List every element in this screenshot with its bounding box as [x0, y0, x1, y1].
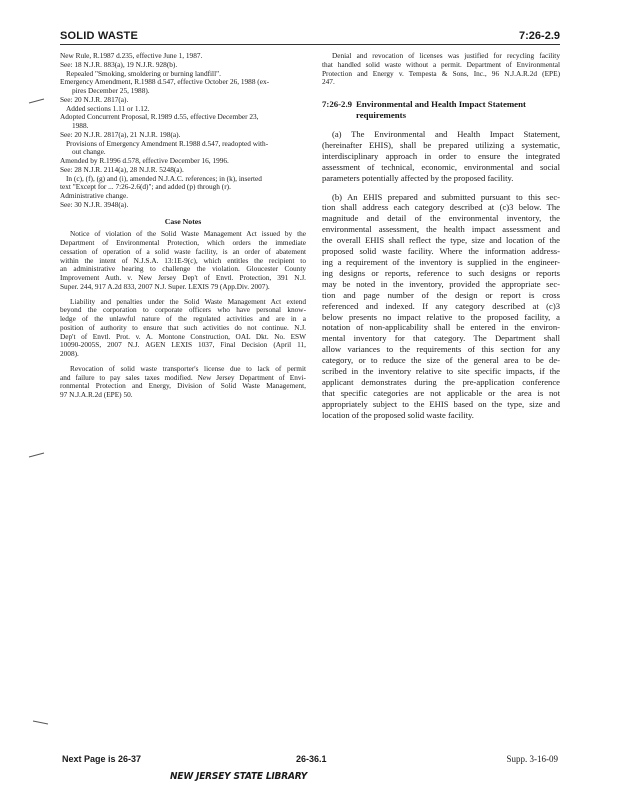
history-line: See: 20 N.J.R. 2817(a).: [60, 94, 129, 104]
section-number: 7:26-2.9: [322, 99, 353, 109]
paragraph-b-line: tion and page number of the design or report is cross: [322, 289, 560, 300]
margin-mark: [28, 98, 46, 104]
case-note-line: an administrative hearing to challenge the violation. Gloucester County: [60, 264, 306, 274]
case-note-line: Liability and penalties under the Solid Waste Management Act extend: [70, 296, 306, 306]
case-note-line: 97 N.J.A.R.2d (EPE) 50.: [60, 390, 133, 399]
history-line: See: 20 N.J.R. 2817(a), 21 N.J.R. 198(a).: [60, 129, 181, 139]
paragraph-b-line: ing a requirement of the inventory is supplied in the engineer-: [322, 256, 560, 267]
history-line: Provisions of Emergency Amendment R.1988 d.547, readopted with-: [66, 138, 269, 148]
running-header-section: 7:26-2.9: [519, 30, 560, 42]
case-note-line: within the intent of N.J.S.A. 13:1E-9(c), which entitles the recipient to: [60, 255, 306, 265]
paragraph-a: [322, 129, 560, 184]
case-notes: [60, 230, 306, 400]
case-notes-heading: Case Notes: [164, 216, 202, 226]
paragraph-b-line: appropriately subject to the EHIS based on the type, size and: [322, 398, 560, 409]
paragraph-b-line: referenced and indexed. If any category described at (c)3: [322, 300, 560, 311]
history-line: See: 30 N.J.R. 3948(a).: [60, 199, 129, 209]
case-note-line: Improvement Auth. v. New Jersey Dep't of Envtl. Protection, 391 N.J.: [60, 273, 306, 282]
case-note-paragraph: [60, 230, 306, 291]
paragraph-a-line: (hereinafter EHIS), shall be prepared utilizing a systematic,: [322, 139, 560, 150]
top-note-line: Denial and revocation of licenses was justified for recycling facility: [332, 51, 560, 60]
paragraph-b-line: tion shall address each category described at (c)3 below. The: [322, 202, 560, 213]
section-heading: [322, 99, 560, 121]
left-column: [60, 52, 306, 400]
paragraph-b-line: ing designs or reports, reference to such designs or reports: [322, 267, 560, 278]
history-line: pires December 25, 1988).: [72, 86, 150, 95]
history-line: 1988.: [72, 121, 89, 130]
margin-mark: [32, 720, 50, 726]
case-note-line: Revocation of solid waste transporter's license due to lack of permit: [70, 363, 306, 373]
top-note-line: 247.: [322, 77, 335, 87]
paragraph-b-line: that specific categories are not applicable or the area is not: [322, 387, 560, 398]
case-note-line: beyond the corporation to corporate officers who have personal know-: [60, 305, 306, 315]
history-line: Added sections 1.11 or 1.12.: [66, 103, 150, 113]
paragraph-a-line: (a) The Environmental and Health Impact Statement,: [332, 129, 560, 139]
history-line: Administrative change.: [60, 191, 129, 200]
case-note-line: 10090-2005S, 2007 N.J. AGEN LEXIS 1037, Final Decision (April 11,: [60, 340, 306, 350]
history-line: text "Except for ... 7:26-2.6(d)"; and added (p) through (r).: [60, 182, 231, 192]
history-line: out change.: [72, 147, 106, 157]
history-line: New Rule, R.1987 d.235, effective June 1, 1987.: [60, 51, 203, 60]
case-note-line: 2008).: [60, 349, 79, 358]
case-note-paragraph: [60, 298, 306, 359]
paragraph-b-line: scribed in the inventory relative to site specific impacts, if the: [322, 366, 560, 377]
case-note-line: Super. 244, 917 A.2d 833, 2007 N.J. Super. LEXIS 79 (App.Div. 2007).: [60, 281, 270, 291]
history-line: In (c), (f), (g) and (i), amended N.J.A.C. references; in (k), inserted: [66, 173, 262, 183]
history-line: See: 28 N.J.R. 2114(a), 28 N.J.R. 5248(a).: [60, 164, 184, 174]
top-case-note: [322, 52, 560, 87]
library-stamp: NEW JERSEY STATE LIBRARY: [170, 771, 308, 782]
case-note-line: Notice of violation of the Solid Waste Management Act issued by the: [70, 229, 306, 239]
history-line: Adopted Concurrent Proposal, R.1989 d.55, effective December 23,: [60, 112, 259, 122]
case-note-line: Department of Environmental Protection, which orders the immediate: [60, 238, 306, 247]
paragraph-b-line: proposed solid waste facility. Where the information address-: [322, 246, 560, 257]
case-note-line: ronmental Protection and Energy, Division of Solid Waste Management,: [60, 381, 306, 391]
paragraph-a-line: interdisciplinary approach in order to ensure the integrated: [322, 150, 560, 161]
paragraph-b-line: (b) An EHIS prepared and submitted pursuant to this sec-: [332, 191, 560, 202]
section-title-line1: Environmental and Health Impact Statement: [356, 99, 526, 109]
supplement-date: Supp. 3-16-09: [506, 754, 558, 764]
next-page-note: Next Page is 26-37: [62, 754, 142, 764]
history-line: Amended by R.1996 d.578, effective December 16, 1996.: [60, 156, 229, 165]
header-rule: [60, 44, 560, 45]
case-note-line: ledge of the unlawful nature of the regulated activities and are in a: [60, 314, 306, 323]
history-notes: [60, 52, 306, 210]
top-note-line: Protection and Energy v. Tempesta & Sons, Inc., 96 N.J.A.R.2d (EPE): [322, 68, 560, 78]
paragraph-b-line: may be noted in the inventory, provided the appropriate sec-: [322, 278, 560, 289]
right-column: [322, 52, 560, 421]
section-title-line2: requirements: [356, 110, 407, 120]
paragraph-b-line: below presents no impact relative to the proposed facility, a: [322, 311, 560, 322]
paragraph-b: [322, 192, 560, 421]
page-number: 26-36.1: [296, 754, 327, 764]
margin-mark: [28, 452, 46, 458]
paragraph-b-line: category, or to reduce the size of the general area to be de-: [322, 355, 560, 366]
case-note-line: position of authority to ensure that such activities do not continue. N.J.: [60, 322, 306, 332]
case-note-line: and failure to pay sales taxes modified. New Jersey Department of Envi-: [60, 372, 306, 382]
paragraph-a-line: assessment of technical, economic, environmental and social: [322, 161, 560, 172]
history-line: See: 18 N.J.R. 883(a), 19 N.J.R. 928(b).: [60, 59, 178, 69]
paragraph-a-line: parameters potentially affected by the proposed facility.: [322, 172, 514, 183]
case-note-paragraph: [60, 365, 306, 400]
running-header-title: SOLID WASTE: [60, 30, 138, 42]
paragraph-b-line: location of the proposed solid waste facility.: [322, 409, 474, 420]
history-line: Repealed "Smoking, smoldering or burning landfill".: [66, 68, 221, 78]
paragraph-b-line: allow variances to the requirements of this section for any: [322, 344, 560, 355]
paragraph-b-line: the overall EHIS shall reflect the type, size and location of the: [322, 235, 560, 246]
case-note-line: cessation of operation of a solid waste facility, is an order of abatement: [60, 246, 306, 256]
paragraph-b-line: magnitude and detail of the environmental inventory, the: [322, 213, 560, 224]
paragraph-b-line: applicant demonstrates during the pre-application conference: [322, 376, 560, 387]
case-note-line: Dep't of Envtl. Prot. v. A. Montone Construction, OAL Dkt. No. ESW: [60, 331, 306, 341]
paragraph-b-line: mental inventory for that category. The Department shall: [322, 333, 560, 344]
top-note-line: that handled solid waste without a permit. Department of Environmental: [322, 59, 560, 69]
paragraph-b-line: notation of non-applicability shall be entered in the environ-: [322, 322, 560, 333]
paragraph-b-line: environmental assessment, the health impact assessment and: [322, 224, 560, 235]
history-line: Emergency Amendment, R.1988 d.547, effective October 26, 1988 (ex-: [60, 77, 270, 87]
